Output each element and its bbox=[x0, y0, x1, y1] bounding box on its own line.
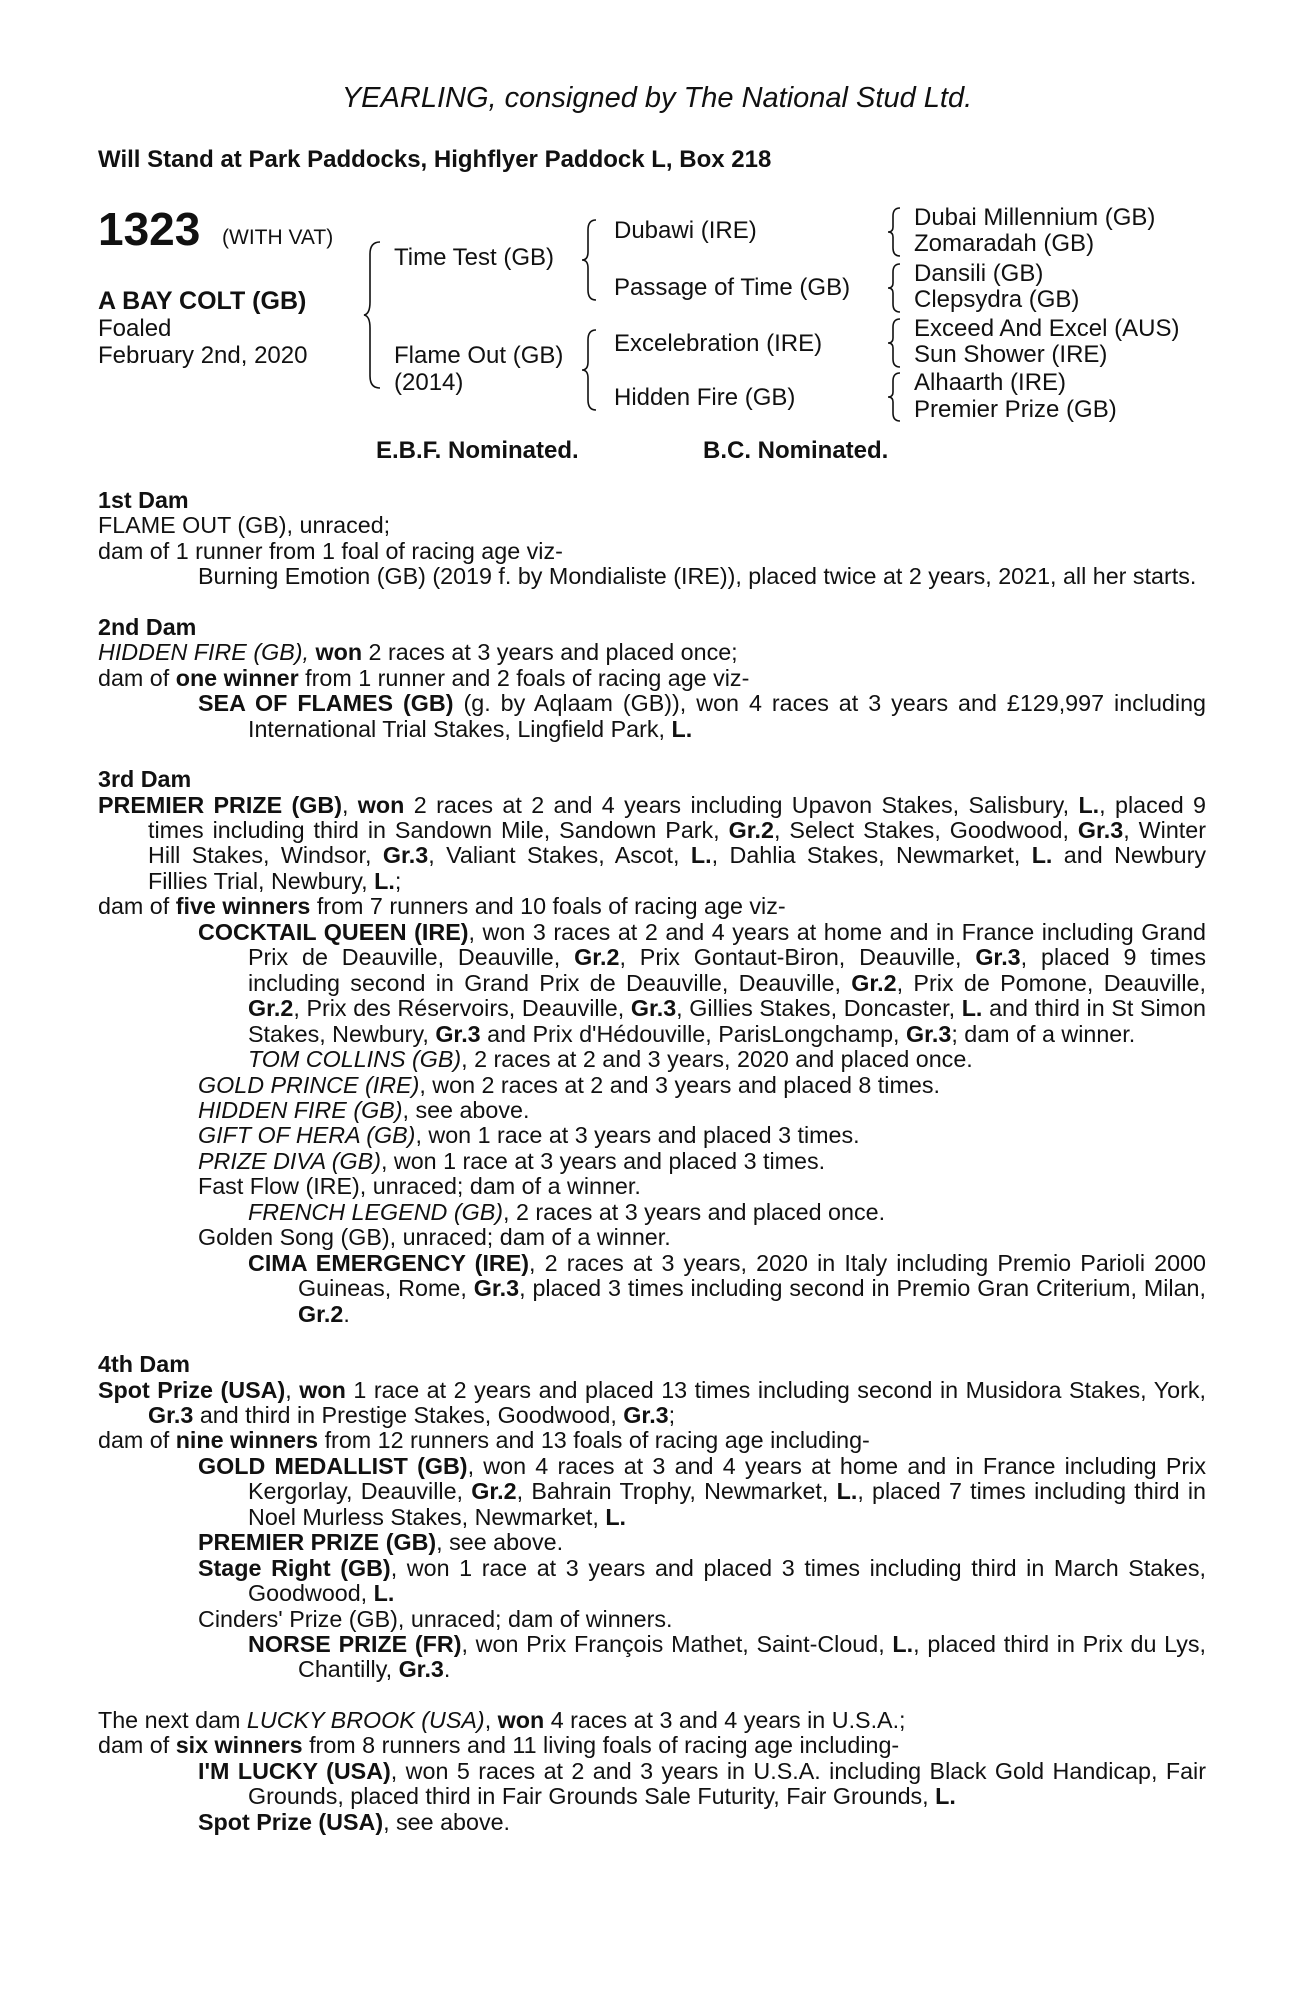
second-dam-produce-line: dam of one winner from 1 runner and 2 foals of racing age viz- bbox=[98, 664, 750, 691]
pedigree-ggp: Premier Prize (GB) bbox=[914, 396, 1117, 423]
stabling-location: Will Stand at Park Paddocks, Highflyer Paddock L, Box 218 bbox=[98, 146, 772, 173]
fourth-dam-produce: Cinders' Prize (GB), unraced; dam of winners. bbox=[198, 1605, 673, 1632]
first-dam-produce-line: dam of 1 runner from 1 foal of racing age viz- bbox=[98, 537, 563, 564]
next-dam-produce: I'M LUCKY (USA), won 5 races at 2 and 3 years in U.S.A. including Black Gold Handicap, Fair Grounds, placed third in Fair Grounds Sale Futurity, Fair Grounds, L. bbox=[198, 1757, 1206, 1810]
pedigree-ggp: Dubai Millennium (GB) bbox=[914, 204, 1156, 231]
foaled-label: Foaled bbox=[98, 315, 172, 342]
pedigree-brace-ggp-2 bbox=[886, 262, 904, 314]
fourth-dam-produce-line: dam of nine winners from 12 runners and 13 foals of racing age including- bbox=[98, 1427, 870, 1454]
fourth-dam-produce: PREMIER PRIZE (GB), see above. bbox=[198, 1529, 564, 1556]
third-dam-line: PREMIER PRIZE (GB), won 2 races at 2 and 4 years including Upavon Stakes, Salisbury, L., placed 9 times including third in Sandown Mile, Sandown Park, Gr.2, Select Stakes, Goodwood, Gr.3, Winter Hill Stakes, Windsor, Gr.3, Valiant Stakes, Ascot, L., Dahlia Stakes, Newmarket, L. and Newbury Fillies Trial, Newbury, L.; bbox=[98, 791, 1206, 894]
pedigree-ggp: Clepsydra (GB) bbox=[914, 286, 1080, 313]
ebf-nomination: E.B.F. Nominated. bbox=[376, 437, 579, 464]
pedigree-sire-dam: Passage of Time (GB) bbox=[614, 274, 851, 301]
third-dam-produce: COCKTAIL QUEEN (IRE), won 3 races at 2 and 4 years at home and in France including Grand Prix de Deauville, Deauville, Gr.2, Prix Gontaut-Biron, Deauville, Gr.3, placed 9 times including second in Grand Prix de Deauville, Deauville, Gr.2, Prix de Pomone, Deauville, Gr.2, Prix des Réservoirs, Deauville, Gr.3, Gillies Stakes, Doncaster, L. and third in St Simon Stakes, Newbury, Gr.3 and Prix d'Hédouville, ParisLongchamp, Gr.3; dam of a winner. bbox=[198, 918, 1207, 1047]
third-dam-produce: PRIZE DIVA (GB), won 1 race at 3 years and placed 3 times. bbox=[198, 1147, 826, 1174]
fourth-dam-produce: GOLD MEDALLIST (GB), won 4 races at 3 and 4 years at home and in France including Prix Kergorlay, Deauville, Gr.2, Bahrain Trophy, Newmarket, L., placed 7 times including third in Noel Murless Stakes, Newmarket, L. bbox=[198, 1452, 1206, 1530]
pedigree-brace-sire bbox=[580, 218, 600, 302]
pedigree-ggp: Alhaarth (IRE) bbox=[914, 369, 1067, 396]
second-dam-line: HIDDEN FIRE (GB), won 2 races at 3 years and placed once; bbox=[98, 639, 738, 666]
pedigree-ggp: Dansili (GB) bbox=[914, 260, 1044, 287]
consignment-heading: YEARLING, consigned by The National Stud Ltd. bbox=[341, 82, 973, 114]
bc-nomination: B.C. Nominated. bbox=[703, 437, 889, 464]
first-dam-line: FLAME OUT (GB), unraced; bbox=[98, 512, 391, 539]
pedigree-ggp: Exceed And Excel (AUS) bbox=[914, 315, 1180, 342]
first-dam-produce: Burning Emotion (GB) (2019 f. by Mondialiste (IRE)), placed twice at 2 years, 2021, all her starts. bbox=[198, 563, 1197, 590]
third-dam-heading: 3rd Dam bbox=[98, 766, 192, 793]
pedigree-sire-sire: Dubawi (IRE) bbox=[614, 217, 757, 244]
third-dam-produce: HIDDEN FIRE (GB), see above. bbox=[198, 1096, 530, 1123]
first-dam-heading: 1st Dam bbox=[98, 487, 189, 513]
lot-number: 1323 bbox=[98, 203, 201, 255]
pedigree-sire: Time Test (GB) bbox=[394, 244, 555, 271]
fourth-dam-heading: 4th Dam bbox=[98, 1351, 190, 1378]
next-dam-line: The next dam LUCKY BROOK (USA), won 4 races at 3 and 4 years in U.S.A.; bbox=[98, 1706, 906, 1733]
third-dam-grandproduce: TOM COLLINS (GB), 2 races at 2 and 3 years, 2020 and placed once. bbox=[248, 1046, 973, 1073]
pedigree-brace-ggp-1 bbox=[886, 206, 904, 258]
third-dam-produce: GIFT OF HERA (GB), won 1 race at 3 years and placed 3 times. bbox=[198, 1122, 860, 1149]
vat-note: (WITH VAT) bbox=[222, 226, 334, 249]
pedigree-dam-year: (2014) bbox=[394, 369, 464, 396]
pedigree-dam-sire: Excelebration (IRE) bbox=[614, 330, 823, 357]
fourth-dam-produce: Stage Right (GB), won 1 race at 3 years and placed 3 times including third in March Stakes, Goodwood, L. bbox=[198, 1554, 1206, 1607]
foaled-date: February 2nd, 2020 bbox=[98, 342, 308, 369]
foaled-info bbox=[98, 315, 307, 369]
third-dam-produce: Fast Flow (IRE), unraced; dam of a winner. bbox=[198, 1173, 641, 1200]
pedigree-brace-ggp-4 bbox=[886, 371, 904, 423]
next-dam-produce-line: dam of six winners from 8 runners and 11 living foals of racing age including- bbox=[98, 1732, 900, 1759]
third-dam-produce: Golden Song (GB), unraced; dam of a winner. bbox=[198, 1224, 671, 1251]
third-dam-grandproduce: CIMA EMERGENCY (IRE), 2 races at 3 years, 2020 in Italy including Premio Parioli 2000 Guineas, Rome, Gr.3, placed 3 times including second in Premio Gran Criterium, Milan, Gr.2. bbox=[248, 1249, 1206, 1327]
third-dam-produce: GOLD PRINCE (IRE), won 2 races at 2 and 3 years and placed 8 times. bbox=[198, 1071, 940, 1098]
second-dam-heading: 2nd Dam bbox=[98, 613, 197, 640]
next-dam-produce: Spot Prize (USA), see above. bbox=[198, 1808, 511, 1835]
fourth-dam-grandproduce: NORSE PRIZE (FR), won Prix François Mathet, Saint-Cloud, L., placed third in Prix du Lys, Chantilly, Gr.3. bbox=[248, 1631, 1206, 1683]
fourth-dam-line: Spot Prize (USA), won 1 race at 2 years and placed 13 times including second in Musidora Stakes, York, Gr.3 and third in Prestige Stakes, Goodwood, Gr.3; bbox=[98, 1376, 1206, 1428]
second-dam-produce: SEA OF FLAMES (GB) (g. by Aqlaam (GB)), won 4 races at 3 years and £129,997 including International Trial Stakes, Lingfield Park, L. bbox=[198, 690, 1206, 742]
catalogue-body bbox=[98, 488, 1206, 1835]
pedigree-brace-ggp-3 bbox=[886, 317, 904, 369]
pedigree-brace-main bbox=[362, 240, 384, 390]
third-dam-produce-line: dam of five winners from 7 runners and 10 foals of racing age viz- bbox=[98, 893, 786, 920]
pedigree-dam-dam: Hidden Fire (GB) bbox=[614, 384, 796, 411]
pedigree-ggp: Sun Shower (IRE) bbox=[914, 341, 1108, 368]
third-dam-grandproduce: FRENCH LEGEND (GB), 2 races at 3 years and placed once. bbox=[248, 1198, 886, 1225]
pedigree-ggp: Zomaradah (GB) bbox=[914, 230, 1095, 257]
pedigree-brace-dam bbox=[580, 328, 600, 412]
pedigree-dam: Flame Out (GB) bbox=[394, 342, 564, 369]
lot-description: A BAY COLT (GB) bbox=[98, 287, 307, 315]
